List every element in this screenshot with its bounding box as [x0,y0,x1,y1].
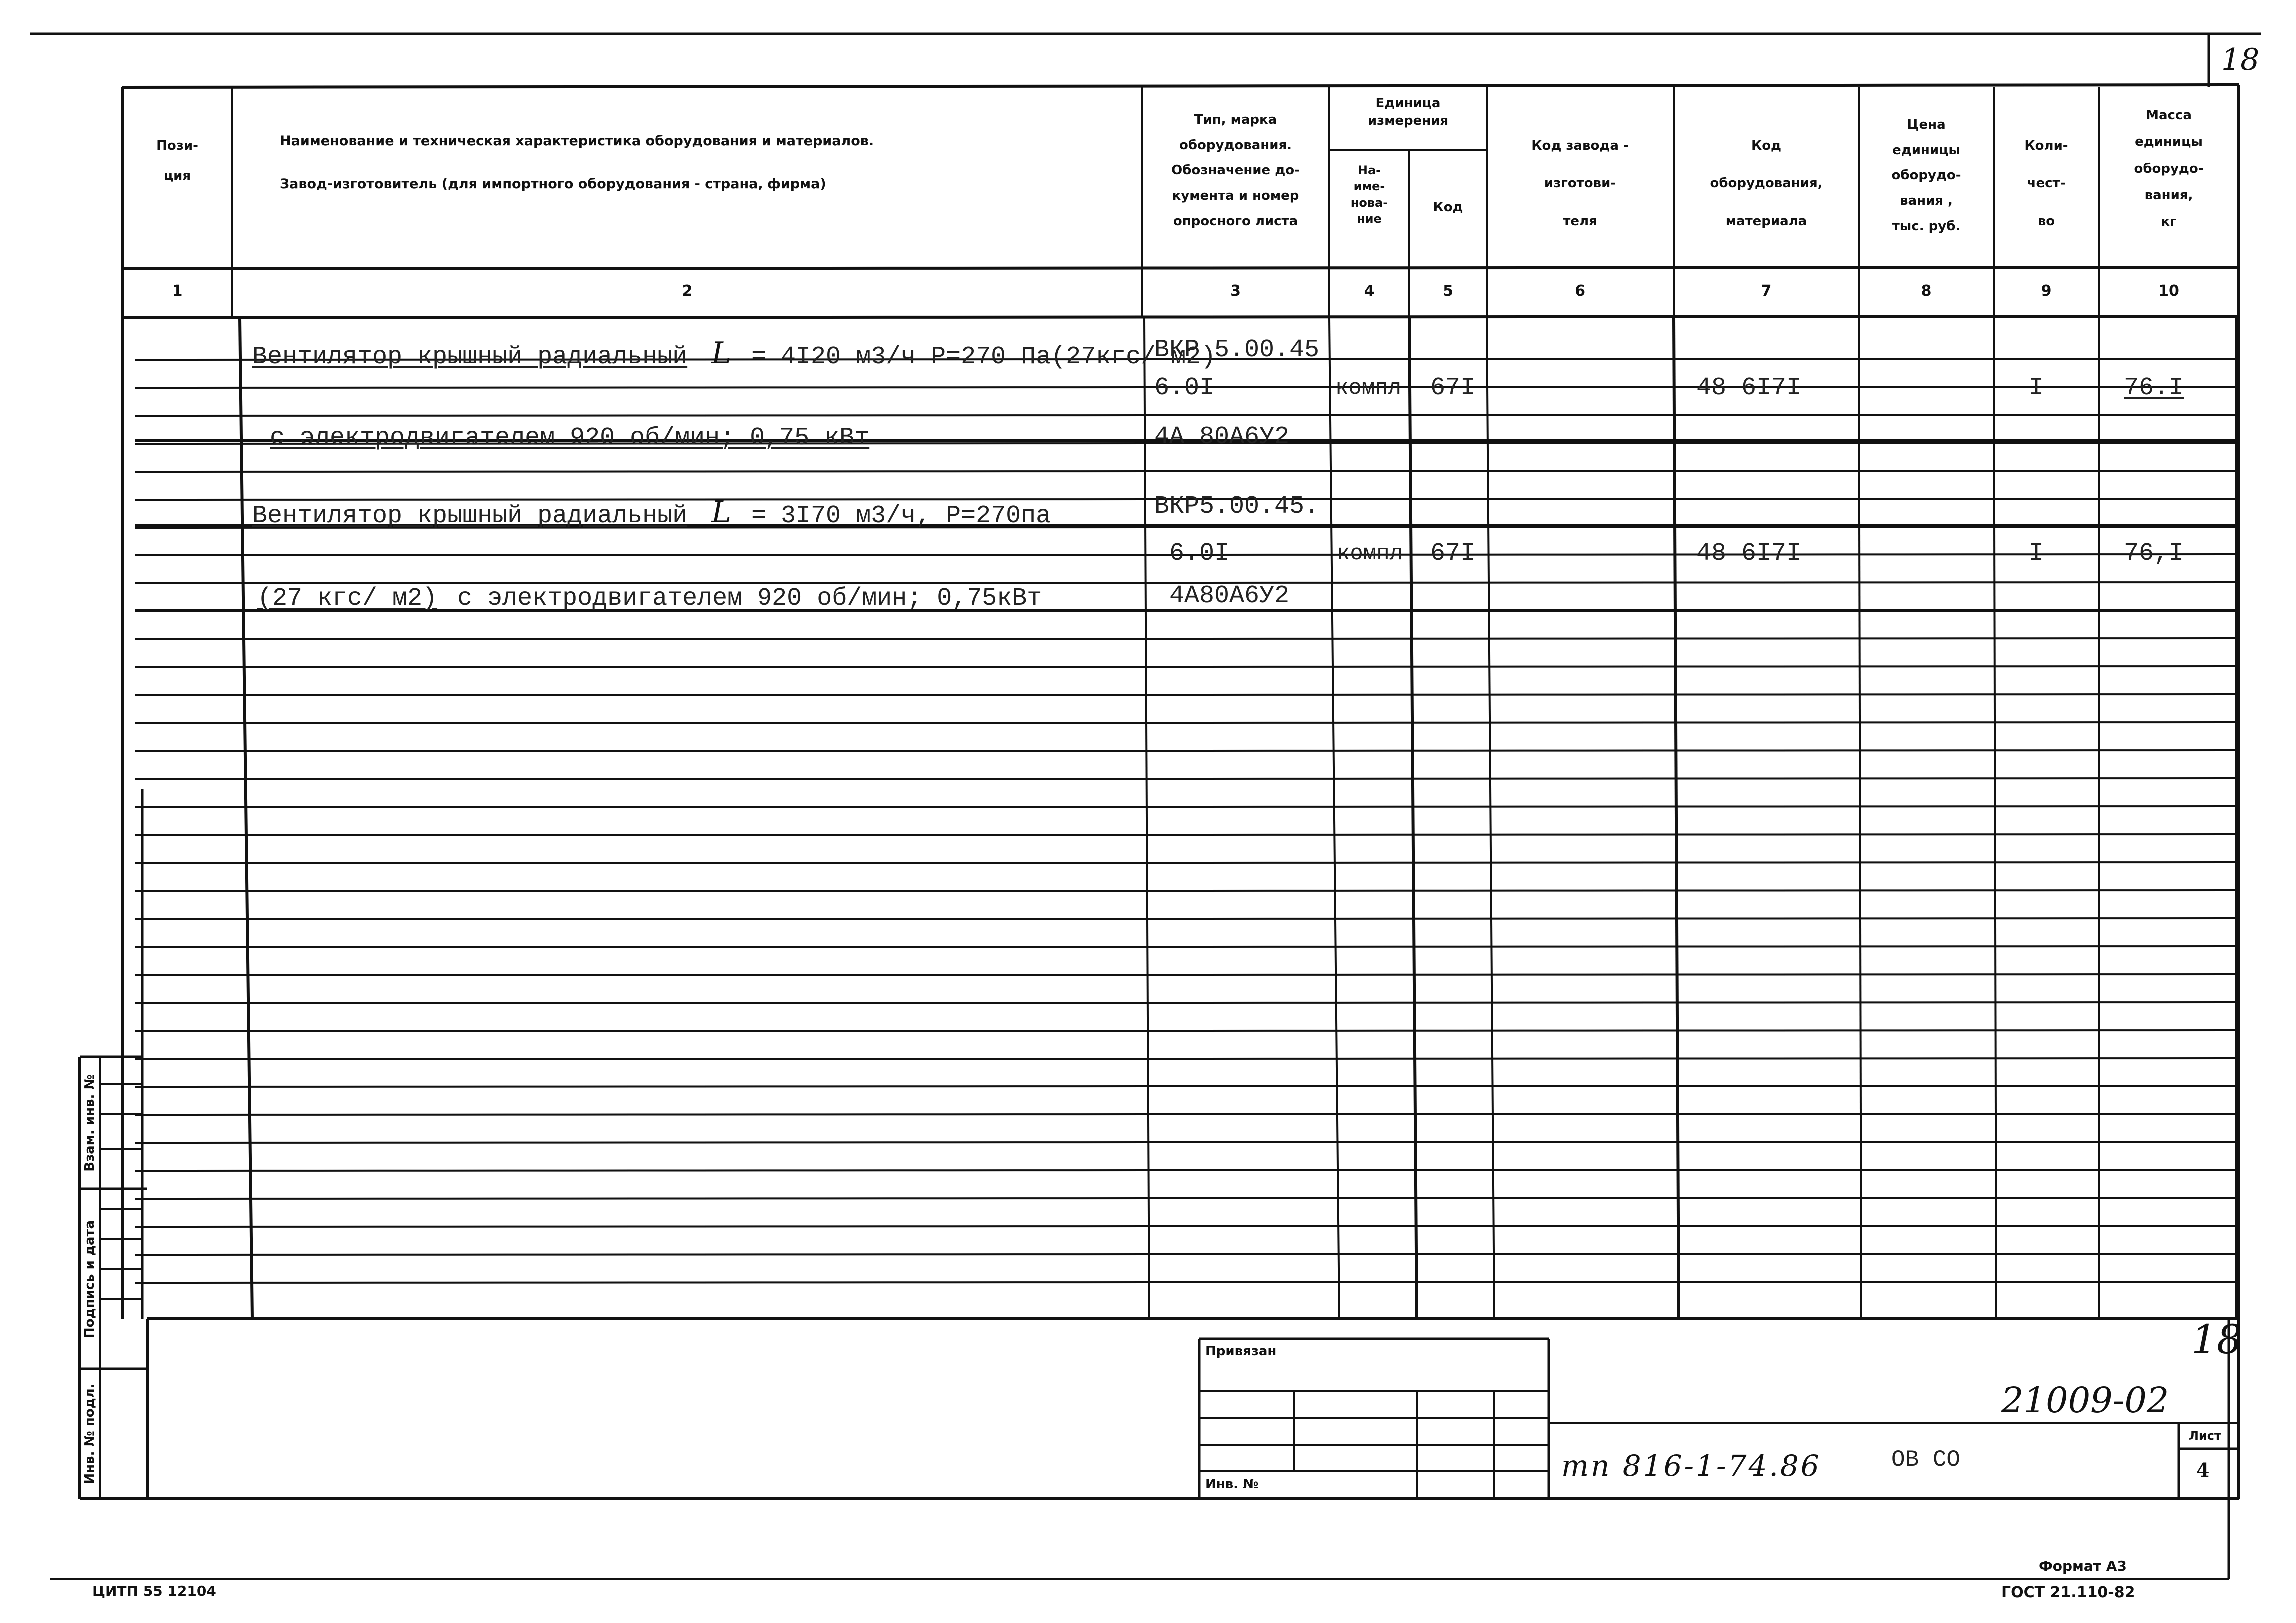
row5-material-code: 48 6I7I [1696,540,1802,568]
stamp-sheet-handwritten: 18 [2191,1316,2242,1363]
footer-gost: ГОСТ 21.110-82 [2001,1584,2135,1601]
row4-name: Вентилятор крышный радиальный L = 3I70 м3/ч, P=270па [252,495,1051,530]
table-row-line [135,1114,2239,1115]
row1-type: ВКР 5.00.45 [1154,336,1320,364]
col-number-1: 1 [172,282,183,300]
page-number-top: 18 [2221,42,2260,77]
table-row-line [135,666,2239,667]
table-row-line [135,918,2239,919]
table-row-line [135,1086,2239,1087]
header-col6: Код завода - изготови- теля [1531,138,1629,229]
table-row-line [135,974,2239,975]
side-label-signature-date: Подпись и дата [82,1220,97,1339]
table-row-line [135,638,2239,639]
header-col9: Коли- чест- во [2024,138,2068,229]
col-number-9: 9 [2041,282,2052,300]
table-row-line [135,778,2239,779]
row2-quantity: I [2029,374,2044,402]
stamp-inv-label: Инв. № [1205,1477,1259,1492]
col-number-3: 3 [1230,282,1241,300]
table-row-line [135,834,2239,835]
row2-unit: компл [1335,376,1402,401]
header-col8: Цена единицы оборудо- вания , тыс. руб. [1891,117,1961,234]
col-number-4: 4 [1364,282,1375,300]
col-number-5: 5 [1443,282,1453,300]
row4-type: ВКР5.00.45. [1154,492,1320,521]
col-number-10: 10 [2158,282,2179,300]
header-col10: Масса единицы оборудо- вания, кг [2134,108,2204,230]
table-row-line [135,890,2239,891]
row1-name: Вентилятор крышный радиальный L = 4I20 м3/ч P=270 Па(27кгс/ м2) [252,336,1216,371]
header-col5: Код [1433,200,1463,215]
stamp-doc-mark: ОВ СО [1891,1447,1961,1473]
col-number-6: 6 [1575,282,1585,300]
row5-quantity: I [2029,540,2044,568]
footer-left-code: ЦИТП 55 12104 [92,1583,216,1599]
row6-name: (27 кгс/ м2) с электродвигателем 920 об/мин; 0,75кВт [257,584,1042,613]
row3-name: с электродвигателем 920 об/мин; 0,75 кВт [270,424,870,452]
table-row-line [135,1198,2239,1199]
table-row-line [135,1142,2239,1143]
side-label-replacement-inv: Взам. инв. № [82,1074,97,1172]
row5-type: 6.0I [1169,540,1230,568]
row2-code: 67I [1430,374,1476,402]
row5-unit: компл [1337,541,1403,566]
table-row-line [135,471,2239,472]
row5-code: 67I [1430,540,1476,568]
header-col1: Пози- ция [156,138,198,184]
row2-material-code: 48 6I7I [1696,374,1802,402]
row2-mass: 76.I [2124,374,2184,402]
table-row-line [135,1170,2239,1171]
row2-type: 6.0I [1154,374,1215,402]
table-row-line [135,1002,2239,1003]
stamp-sheet-label: Лист [2189,1429,2221,1443]
row3-type: 4А 80А6У2 [1154,423,1290,451]
header-unit-group: Единица измерения [1367,96,1449,129]
table-row-line [135,1030,2239,1031]
table-row-line [135,946,2239,947]
table-row-line [135,1226,2239,1227]
stamp-doc-code: тп 816-1-74.86 [1561,1449,1821,1483]
stamp-attached-label: Привязан [1205,1344,1277,1359]
header-col2: Наименование и техническая характеристика оборудования и материалов. Завод-изготовитель (для импортного оборудования - страна, фирма) [280,133,874,192]
row5-mass: 76,I [2124,540,2184,568]
table-row-line [135,722,2239,723]
table-row-line [135,1058,2239,1059]
stamp-sheet-value: 4 [2196,1459,2210,1481]
table-row-line [135,1254,2239,1255]
row6-type: 4А80А6У2 [1169,582,1290,610]
stamp-doc-number-handwritten: 21009-02 [2001,1380,2169,1421]
table-row-line [135,1282,2239,1283]
header-col7: Код оборудования, материала [1710,138,1823,229]
header-col3: Тип, марка оборудования. Обозначение до- кумента и номер опросного листа [1171,112,1300,229]
footer-format: Формат А3 [2039,1558,2127,1574]
table-row-line [135,806,2239,807]
table-row-line [135,694,2239,695]
col-number-8: 8 [1921,282,1932,300]
col-number-7: 7 [1761,282,1772,300]
col-number-2: 2 [682,282,693,300]
header-col4: На- име- нова- ние [1350,163,1388,226]
side-label-original-inv: Инв. № подл. [82,1383,97,1484]
table-row-line [135,750,2239,751]
table-row-line [135,862,2239,863]
table-row-line [135,415,2239,416]
